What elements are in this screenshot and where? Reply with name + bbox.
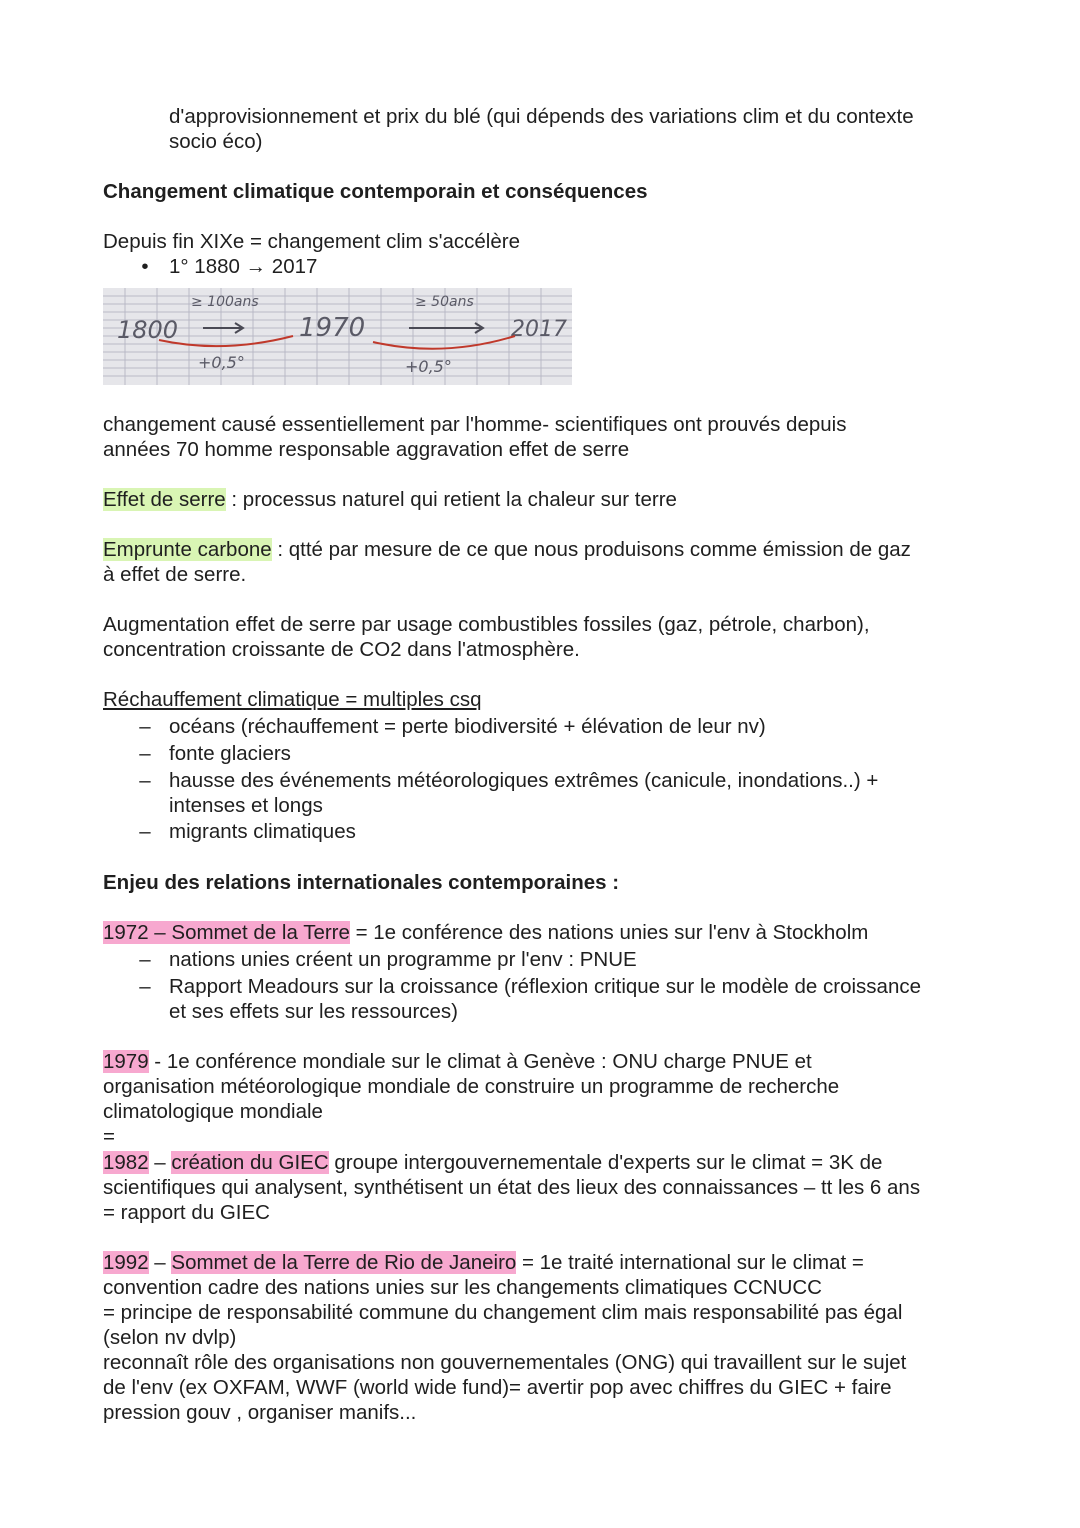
- list-item: [103, 819, 973, 844]
- year-label: 1800: [117, 316, 179, 344]
- highlighted-event: Sommet de la Terre de Rio de Janeiro: [171, 1251, 517, 1274]
- definition-text: : processus naturel qui retient la chaleur sur terre: [225, 488, 677, 511]
- text-line: =: [103, 1125, 115, 1148]
- event-1979: [103, 1049, 973, 1149]
- text-line: Augmentation effet de serre par usage combustibles fossiles (gaz, pétrole, charbon),: [103, 613, 870, 636]
- increase-label: +0,5°: [198, 353, 245, 372]
- list-item: [103, 254, 973, 279]
- text-line: Depuis fin XIXe = changement clim s'accélère: [103, 230, 520, 253]
- list-item-text: 1° 1880 → 2017: [169, 255, 318, 278]
- list-item-continuation: et ses effets sur les ressources): [169, 1000, 459, 1023]
- text-line: à effet de serre.: [103, 563, 247, 586]
- section-title: Enjeu des relations internationales contemporaines :: [103, 871, 620, 894]
- text-line: = principe de responsabilité commune du changement clim mais responsabilité pas égal: [103, 1301, 903, 1324]
- text-line: reconnaît rôle des organisations non gouvernementales (ONG) qui travaillent sur le sujet: [103, 1351, 907, 1374]
- dash-text: –: [148, 1151, 172, 1174]
- event-1982: [103, 1150, 973, 1225]
- text-line: = rapport du GIEC: [103, 1201, 270, 1224]
- dash-text: –: [148, 1251, 172, 1274]
- year-label: 1970: [299, 313, 366, 343]
- duration-label: ≥ 50ans: [415, 294, 474, 310]
- highlighted-event: création du GIEC: [171, 1151, 329, 1174]
- list-item: [103, 714, 973, 739]
- list-item: [103, 768, 973, 793]
- list-item: [103, 741, 973, 766]
- section-title: Changement climatique contemporain et conséquences: [103, 180, 648, 203]
- event-text: - 1e conférence mondiale sur le climat à Genève : ONU charge PNUE et: [148, 1050, 812, 1073]
- list-item-text: océans (réchauffement = perte biodiversité + élévation de leur nv): [169, 715, 766, 738]
- event-1992: [103, 1250, 973, 1425]
- subsection-title: Réchauffement climatique = multiples csq: [103, 688, 482, 711]
- intro-paragraph: [103, 229, 973, 279]
- list-item-text: Rapport Meadours sur la croissance (réflexion critique sur le modèle de croissance: [169, 975, 922, 998]
- list-item-continuation: intenses et longs: [169, 794, 323, 817]
- dash-icon: –: [139, 715, 151, 738]
- text-line: d'approvisionnement et prix du blé (qui dépends des variations clim et du contexte: [169, 105, 914, 128]
- list-item-text: hausse des événements météorologiques extrêmes (canicule, inondations..) +: [169, 769, 879, 792]
- definition-emprunte-carbone: [103, 537, 973, 587]
- text-line: (selon nv dvlp): [103, 1326, 237, 1349]
- list-item-text: fonte glaciers: [169, 742, 291, 765]
- text-line: organisation météorologique mondiale de construire un programme de recherche: [103, 1075, 840, 1098]
- consequences-section: [103, 687, 973, 844]
- cause-paragraph: [103, 412, 973, 462]
- dash-icon: –: [139, 820, 151, 843]
- dash-icon: –: [139, 948, 151, 971]
- text-line: années 70 homme responsable aggravation effet de serre: [103, 438, 630, 461]
- definition-effet-de-serre: [103, 487, 973, 512]
- dash-icon: –: [139, 742, 151, 765]
- event-1972: [103, 920, 973, 1024]
- text-line: concentration croissante de CO2 dans l'atmosphère.: [103, 638, 580, 661]
- highlighted-event: 1982: [103, 1151, 149, 1174]
- dash-icon: –: [139, 769, 151, 792]
- highlighted-event: 1992: [103, 1251, 149, 1274]
- continuation-paragraph: [103, 104, 973, 154]
- highlighted-term: Effet de serre: [103, 488, 226, 511]
- event-text: groupe intergouvernementale d'experts sur le climat = 3K de: [328, 1151, 883, 1174]
- list-item: [103, 947, 973, 972]
- text-line: changement causé essentiellement par l'homme- scientifiques ont prouvés depuis: [103, 413, 847, 436]
- augmentation-paragraph: [103, 612, 973, 662]
- text-line: scientifiques qui analysent, synthétisent un état des lieux des connaissances – tt les 6 ans: [103, 1176, 921, 1199]
- highlighted-event: 1972 – Sommet de la Terre: [103, 921, 350, 944]
- definition-text: : qtté par mesure de ce que nous produisons comme émission de gaz: [271, 538, 911, 561]
- notebook-paper: [103, 288, 572, 385]
- highlighted-term: Emprunte carbone: [103, 538, 272, 561]
- event-text: = 1e conférence des nations unies sur l'env à Stockholm: [349, 921, 869, 944]
- bullet-icon: •: [141, 255, 149, 278]
- list-item-text: migrants climatiques: [169, 820, 356, 843]
- increase-label: +0,5°: [405, 357, 452, 376]
- highlighted-event: 1979: [103, 1050, 149, 1073]
- text-line: climatologique mondiale: [103, 1100, 323, 1123]
- list-item: [103, 974, 973, 999]
- text-line: socio éco): [169, 130, 263, 153]
- text-line: convention cadre des nations unies sur les changements climatiques CCNUCC: [103, 1276, 822, 1299]
- dash-icon: –: [139, 975, 151, 998]
- text-line: de l'env (ex OXFAM, WWF (world wide fund)= avertir pop avec chiffres du GIEC + faire: [103, 1376, 892, 1399]
- text-line: pression gouv , organiser manifs...: [103, 1401, 417, 1424]
- event-text: = 1e traité international sur le climat =: [516, 1251, 864, 1274]
- year-label: 2017: [511, 317, 567, 342]
- handwritten-timeline-photo: [103, 288, 572, 385]
- duration-label: ≥ 100ans: [191, 294, 259, 310]
- list-item-text: nations unies créent un programme pr l'env : PNUE: [169, 948, 637, 971]
